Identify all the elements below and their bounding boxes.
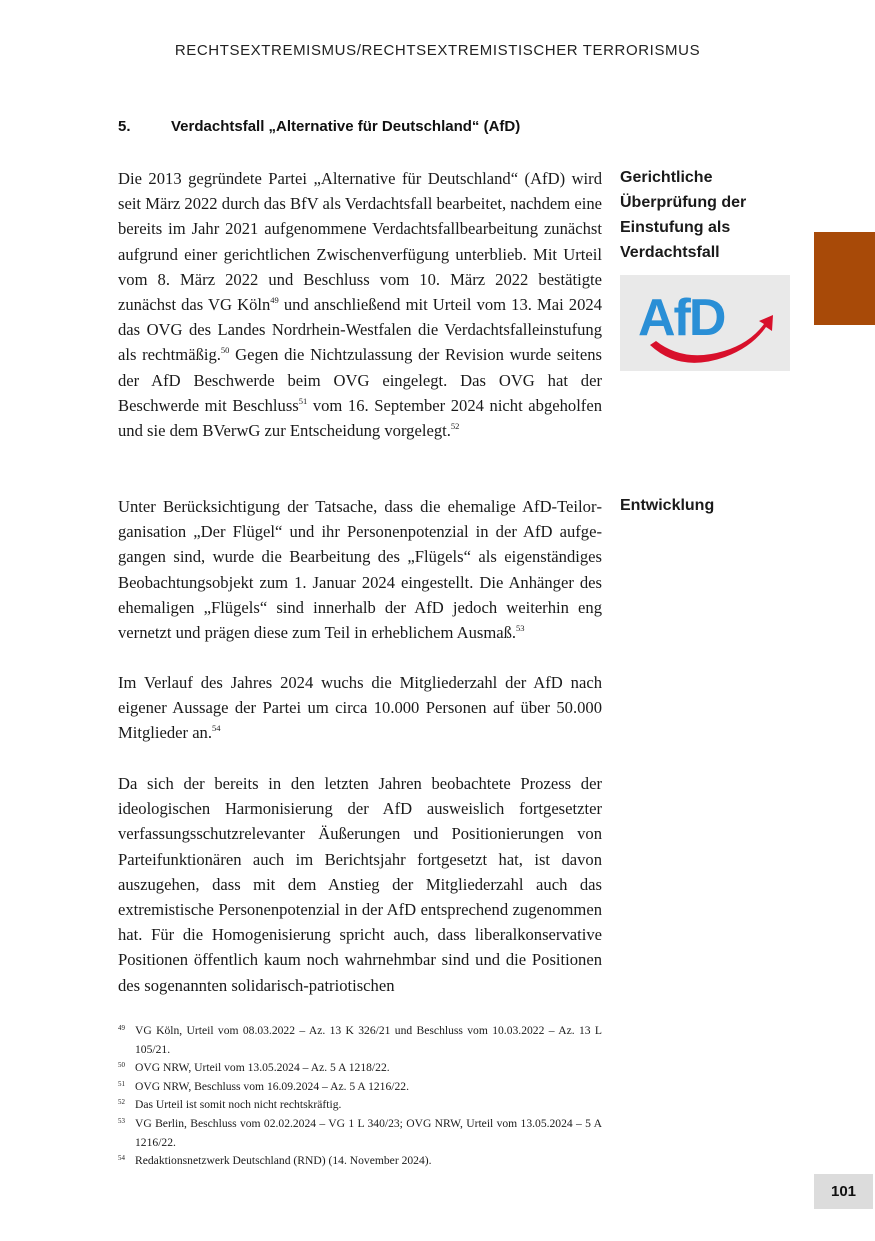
footnote-number: 49 bbox=[118, 1024, 125, 1032]
footnote-item bbox=[118, 1022, 602, 1059]
paragraph-text: Die 2013 gegründete Partei „Alternative für Deutschland“ (AfD) wird seit März 2022 durch das BfV als Verdachtsfall bearbeitet, nachdem eine bereits im Jahr 2021 aufgenommene Verdachtsfallbearbeitung zunächst aufgrund einer gerichtlichen Zwischenverfügung unterblieb. Mit Urteil vom 8. März 2022 und Beschluss vom 10. März 2022 bestätigte zunächst das VG Köln bbox=[118, 169, 602, 315]
footnote-ref[interactable]: 54 bbox=[212, 723, 221, 734]
section-heading bbox=[118, 118, 520, 135]
footnote-ref[interactable]: 50 bbox=[220, 345, 230, 356]
paragraph-text: Im Verlauf des Jahres 2024 wuchs die Mitgliederzahl der AfD nach eigener Aussage der Partei um circa 10.000 Personen auf über 50.000 Mitglieder an. bbox=[118, 673, 602, 743]
footnote-text: OVG NRW, Urteil vom 13.05.2024 – Az. 5 A 1218/22. bbox=[135, 1061, 390, 1075]
paragraph-text: vom 16. September 2024 nicht abgeholfen und sie dem BVerwG zur Entscheidung vorgelegt. bbox=[118, 395, 602, 441]
afd-logo bbox=[620, 275, 790, 371]
body-paragraph bbox=[118, 771, 602, 998]
body-paragraph bbox=[118, 494, 602, 645]
footnote-item bbox=[118, 1078, 602, 1097]
footnote-item bbox=[118, 1115, 602, 1152]
footnote-item bbox=[118, 1152, 602, 1171]
footnote-text: Das Urteil ist somit noch nicht rechtskräftig. bbox=[135, 1098, 342, 1112]
logo-text: AfD bbox=[638, 289, 725, 347]
body-paragraph bbox=[118, 670, 602, 746]
paragraph-text: Gegen die Nichtzulassung der Revision wurde seitens der AfD Beschwerde beim OVG eingelegt. Das OVG hat der Beschwerde mit Beschluss bbox=[118, 345, 602, 415]
margin-note-development: Entwicklung bbox=[620, 497, 715, 514]
footnotes bbox=[118, 1022, 602, 1171]
paragraph-text: Unter Berücksichtigung der Tatsache, dass die ehemalige AfD-Teilorganisation „Der Flügel“ und ihr Personenpotenzial in der AfD aufgegangen sind, wurde die Bearbeitung des „Flügels“ als eigenständiges Beobachtungsobjekt zum 1. Januar 2024 eingestellt. Die Anhänger des ehemaligen „Flügels“ sind innerhalb der AfD jedoch weiterhin eng vernetzt und prägen diese zum Teil in erheblichem Ausmaß. bbox=[118, 497, 602, 643]
paragraph-text: und anschließend mit Urteil vom 13. Mai 2024 das OVG des Landes Nordrhein-Westfalen die Verdachtsfalleinstufung als rechtmäßig. bbox=[118, 295, 602, 365]
footnote-ref[interactable]: 52 bbox=[450, 421, 460, 432]
body-paragraph bbox=[118, 166, 602, 443]
footnote-text: VG Berlin, Beschluss vom 02.02.2024 – VG 1 L 340/23; OVG NRW, Urteil vom 13.05.2024 – 5 A 1216/22. bbox=[135, 1116, 602, 1149]
footnote-item bbox=[118, 1096, 602, 1115]
footnote-ref[interactable]: 49 bbox=[270, 295, 279, 306]
footnote-number: 53 bbox=[118, 1116, 125, 1125]
footnote-ref[interactable]: 53 bbox=[516, 623, 525, 634]
footnote-number: 50 bbox=[118, 1061, 125, 1070]
running-header: RECHTSEXTREMISMUS/RECHTSEXTREMISTISCHER TERRORISMUS bbox=[174, 42, 701, 59]
footnote-text: VG Köln, Urteil vom 08.03.2022 – Az. 13 K 326/21 und Beschluss vom 10.03.2022 – Az. 13 L 105/21. bbox=[135, 1024, 602, 1056]
footnote-number: 51 bbox=[118, 1079, 125, 1088]
afd-logo-graphic bbox=[620, 275, 790, 371]
margin-note-court-review: Gerichtliche Überprüfung der Einstufung als Verdachtsfall bbox=[620, 169, 747, 261]
section-title: Verdachtsfall „Alternative für Deutschland“ (AfD) bbox=[171, 118, 521, 135]
footnote-number: 54 bbox=[118, 1154, 125, 1163]
footnote-ref[interactable]: 51 bbox=[298, 395, 308, 406]
footnote-number: 52 bbox=[118, 1098, 125, 1107]
section-number: 5. bbox=[118, 118, 131, 135]
footnote-text: OVG NRW, Beschluss vom 16.09.2024 – Az. 5 A 1216/22. bbox=[135, 1079, 409, 1093]
page-number: 101 bbox=[814, 1174, 873, 1209]
footnote-item bbox=[118, 1059, 602, 1078]
footnote-text: Redaktionsnetzwerk Deutschland (RND) (14. November 2024). bbox=[135, 1154, 432, 1168]
paragraph-text: Da sich der bereits in den letzten Jahren beobachtete Prozess der ideologischen Harmonisierung der AfD ausweislich fortgesetzter verfassungsschutzrelevanter Äußerungen und Positionierungen von Parteifunktionären auch im Berichtsjahr fortgesetzt hat, ist davon auszugehen, dass mit dem Anstieg der Mitgliederzahl auch das extremistische Personenpotenzial in der AfD entsprechend zugenommen hat. Für die Homogenisierung spricht auch, dass liberalkonservative Positionen öffentlich kaum noch wahrnehmbar sind und die Positionen des sogenannten solidarisch-patriotischen bbox=[118, 774, 602, 995]
chapter-tab bbox=[814, 232, 875, 325]
